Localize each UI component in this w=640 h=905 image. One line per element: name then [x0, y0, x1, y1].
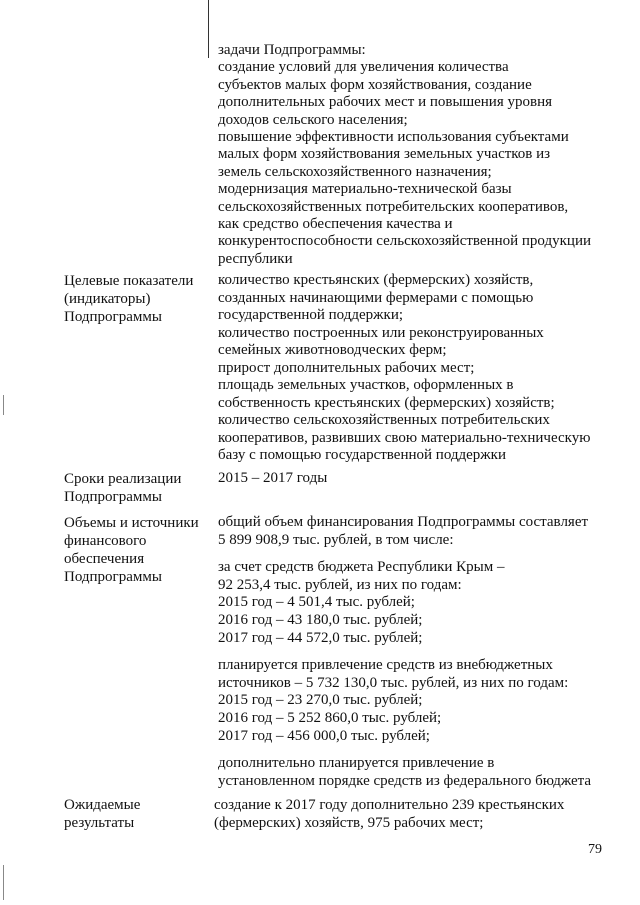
text-line: за счет средств бюджета Республики Крым – [218, 559, 505, 576]
funding-label [64, 514, 204, 586]
timeline-value: 2015 – 2017 годы [218, 470, 328, 486]
text-line: прирост дополнительных рабочих мест; [218, 359, 475, 376]
label-line: (индикаторы) [64, 291, 151, 307]
paragraph-gap [218, 745, 618, 755]
text-line: дополнительно планируется привлечение в [218, 755, 495, 772]
label-line: Объемы и источники [64, 515, 199, 531]
text-line: 2017 год – 456 000,0 тыс. рублей; [218, 727, 430, 744]
results-label [64, 796, 204, 832]
text-line: источников – 5 732 130,0 тыс. рублей, из них по годам: [218, 674, 569, 691]
indicators-label [64, 272, 204, 326]
text-line: установленном порядке средств из федерального бюджета [218, 772, 592, 789]
text-line: 2016 год – 43 180,0 тыс. рублей; [218, 611, 423, 628]
indicators-text [218, 272, 618, 465]
tasks-text [218, 42, 618, 268]
text-line: (фермерских) хозяйств, 975 рабочих мест; [214, 815, 484, 831]
text-line: количество сельскохозяйственных потребительских [218, 412, 550, 428]
page-number: 79 [588, 842, 602, 857]
text-line: общий объем финансирования Подпрограммы составляет [218, 514, 589, 530]
text-line: создание условий для увеличения количества [218, 59, 509, 76]
text-line: 2015 год – 4 501,4 тыс. рублей; [218, 594, 415, 611]
label-line: Ожидаемые [64, 797, 141, 813]
text-line: собственность крестьянских (фермерских) хозяйств; [218, 394, 555, 411]
text-line: задачи Подпрограммы: [218, 42, 366, 58]
results-text [214, 796, 614, 832]
text-line: 5 899 908,9 тыс. рублей, в том числе: [218, 531, 454, 548]
paragraph-gap [218, 647, 618, 657]
text-line: дополнительных рабочих мест и повышения уровня [218, 94, 552, 111]
text-line: субъектов малых форм хозяйствования, создание [218, 76, 532, 93]
text-line: планируется привлечение средств из внебюджетных [218, 657, 553, 674]
timeline-label [64, 470, 204, 506]
label-line: финансового [64, 533, 147, 549]
text-line: как средство обеспечения качества и [218, 216, 453, 233]
text-line: республики [218, 250, 293, 267]
label-line: Подпрограммы [64, 569, 162, 585]
label-line: результаты [64, 815, 135, 831]
label-line: Целевые показатели [64, 273, 194, 289]
text-line: количество построенных или реконструированных [218, 324, 544, 341]
text-line: государственной поддержки; [218, 307, 404, 323]
text-line: семейных животноводческих ферм; [218, 342, 447, 358]
label-line: Подпрограммы [64, 309, 162, 325]
label-line: обеспечения [64, 551, 145, 567]
column-divider-line [208, 0, 209, 58]
text-line: созданных начинающими фермерами с помощью [218, 289, 534, 306]
paragraph-gap [218, 549, 618, 559]
text-line: малых форм хозяйствования земельных участков из [218, 146, 551, 163]
timeline-text [218, 470, 618, 487]
text-line: конкурентоспособности сельскохозяйственной продукции [218, 233, 591, 250]
text-line: доходов сельского населения; [218, 111, 408, 128]
text-line: 92 253,4 тыс. рублей, из них по годам: [218, 576, 462, 593]
text-line: 2016 год – 5 252 860,0 тыс. рублей; [218, 709, 442, 726]
scan-edge-mark [3, 865, 4, 900]
text-line: земель сельскохозяйственного назначения; [218, 163, 492, 180]
text-line: модернизация материально-технической базы [218, 181, 512, 198]
text-line: сельскохозяйственных потребительских кооперативов, [218, 198, 569, 215]
text-line: создание к 2017 году дополнительно 239 крестьянских [214, 797, 565, 813]
label-line: Сроки реализации [64, 471, 182, 487]
text-line: площадь земельных участков, оформленных в [218, 377, 514, 393]
text-line: кооперативов, развивших свою материально-техническую [218, 429, 591, 446]
label-line: Подпрограммы [64, 489, 162, 505]
funding-text [218, 514, 618, 790]
text-line: 2015 год – 23 270,0 тыс. рублей; [218, 692, 423, 709]
text-line: повышение эффективности использования субъектами [218, 129, 569, 146]
text-line: 2017 год – 44 572,0 тыс. рублей; [218, 629, 423, 646]
scan-edge-mark [3, 395, 4, 415]
text-line: базу с помощью государственной поддержки [218, 447, 506, 463]
text-line: количество крестьянских (фермерских) хозяйств, [218, 272, 534, 288]
